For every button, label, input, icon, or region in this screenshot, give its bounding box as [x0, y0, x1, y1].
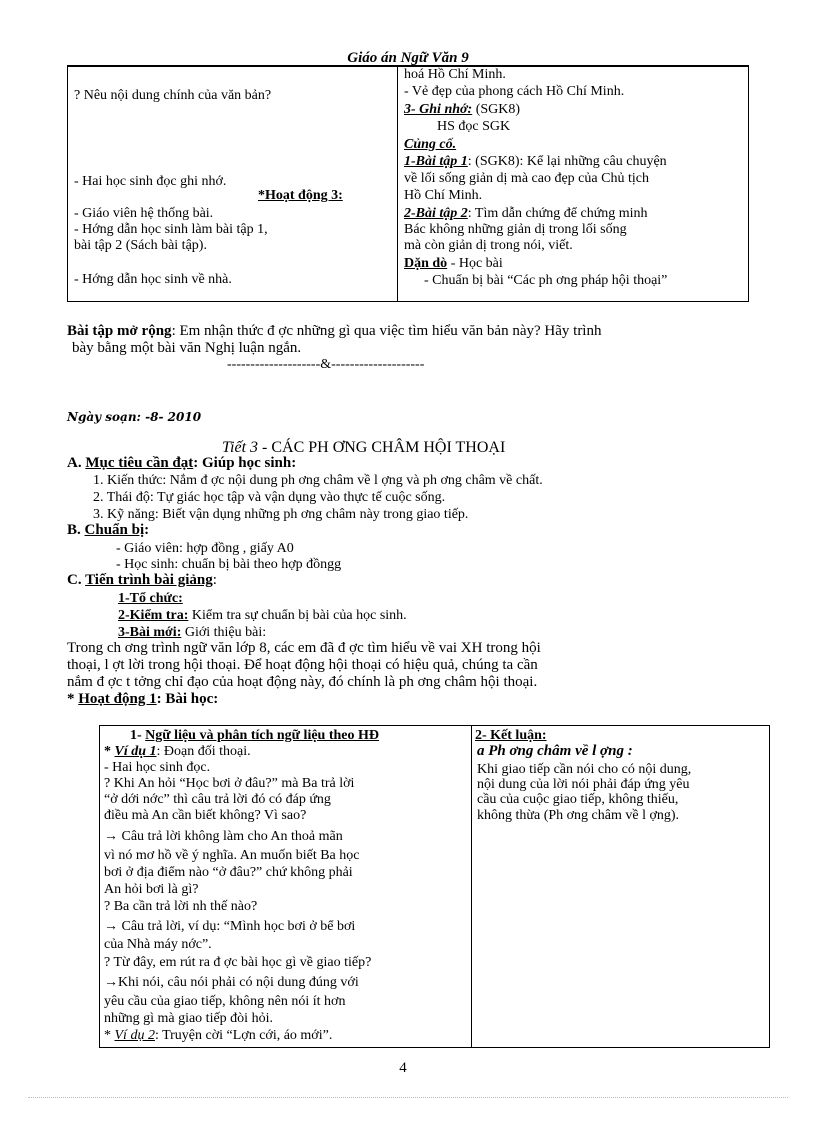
- activity-1-star: *: [67, 691, 79, 707]
- prepare-next-lesson: - Chuẩn bị bài “Các ph ơng pháp hội thoại”: [424, 273, 668, 288]
- analysis-line-10: [104, 919, 355, 934]
- dan-do-text: - Học bài: [447, 256, 503, 271]
- conclusion-line-1: Khi giao tiếp cần nói cho có nội dung,: [477, 762, 692, 777]
- analysis-line-7: bơi ở địa điểm nào “ở đâu?” chứ không phải: [104, 865, 353, 880]
- analysis-line-9: ? Ba cần trả lời nh thế nào?: [104, 899, 258, 914]
- read-memo: - Hai học sinh đọc ghi nhớ.: [74, 174, 227, 189]
- analysis-line-15: những gì mà giao tiếp đòi hỏi.: [104, 1011, 273, 1026]
- analysis-line-13: [104, 975, 359, 990]
- example-1-label: Ví dụ 1: [114, 744, 157, 759]
- activity-1-tail: : Bài học:: [156, 691, 219, 707]
- conclusion-line-4: không thừa (Ph ơng châm về l ợng).: [477, 808, 680, 823]
- analysis-line-11: của Nhà máy nớc”.: [104, 937, 212, 952]
- section-a-label: A.: [67, 455, 86, 471]
- section-divider: --------------------&--------------------: [227, 357, 425, 372]
- intro-line-1: Trong ch ơng trình ngữ văn lớp 8, các em đã đ ợc tìm hiểu về vai XH trong hội: [67, 640, 541, 656]
- intro-line-2: thoại, l ợt lời trong hội thoại. Để hoạt động hội thoại có hiệu quả, chúng ta cần: [67, 657, 538, 673]
- guide-exercise-2: bài tập 2 (Sách bài tập).: [74, 238, 207, 253]
- step-check-text: Kiểm tra sự chuẩn bị bài của học sinh.: [188, 608, 407, 623]
- teacher-system: - Giáo viên hệ thống bài.: [74, 206, 214, 221]
- example-2: [104, 1028, 332, 1043]
- analysis-line-8: An hỏi bơi là gì?: [104, 882, 199, 897]
- example-1-text: : Đoạn đối thoại.: [156, 744, 251, 759]
- date-prepared: Ngày soạn: -8- 2010: [67, 410, 202, 424]
- page-number: 4: [399, 1060, 407, 1076]
- right-line-2: - Vẻ đẹp của phong cách Hồ Chí Minh.: [404, 84, 625, 99]
- ghi-nho-ref: (SGK8): [472, 102, 521, 117]
- analysis-line-4: điều mà An cần biết không? Vì sao?: [104, 808, 307, 823]
- section-b-colon: :: [144, 522, 150, 538]
- conclusion-heading: 2- Kết luận:: [475, 728, 547, 743]
- dan-do-label: Dặn dò: [404, 256, 448, 271]
- extension-label: Bài tập mở rộng: [67, 323, 172, 339]
- analysis-line-5-text: Câu trả lời không làm cho An thoả mãn: [121, 829, 343, 844]
- section-a-title: Mục tiêu cần đạt: [85, 455, 194, 471]
- analysis-line-2: ? Khi An hỏi “Học bơi ở đâu?” mà Ba trả lời: [104, 776, 355, 791]
- exercise-1: [404, 154, 667, 169]
- cung-co: Củng cố.: [404, 137, 457, 152]
- content-question: ? Nêu nội dung chính của văn bản?: [74, 88, 272, 103]
- dan-do: [404, 256, 503, 271]
- activity-3-heading: *Hoạt động 3:: [258, 188, 343, 203]
- ghi-nho: [404, 102, 520, 117]
- analysis-line-12: ? Từ đây, em rút ra đ ợc bài học gì về giao tiếp?: [104, 955, 372, 970]
- extension-text-2: bày bằng một bài văn Nghị luận ngắn.: [72, 340, 302, 356]
- example-1: [104, 744, 251, 759]
- page-header-title: Giáo án Ngữ Văn 9: [347, 50, 469, 66]
- exercise-1-line-2: về lối sống giản dị mà cao đẹp của Chủ tịch: [404, 171, 649, 186]
- extension-exercise: [67, 324, 601, 339]
- activity-1-label: Hoạt động 1: [78, 691, 157, 707]
- prep-teacher: - Giáo viên: hợp đồng , giấy A0: [116, 541, 294, 556]
- exercise-1-label: 1-Bài tập 1: [404, 154, 468, 169]
- page-bottom-border: [28, 1097, 788, 1098]
- section-a-heading: [67, 456, 296, 471]
- analysis-line-6: vì nó mơ hồ về ý nghĩa. An muốn biết Ba học: [104, 848, 360, 863]
- conclusion-line-3: cầu của cuộc giao tiếp, không thiếu,: [477, 792, 679, 807]
- section-c-heading: [67, 573, 217, 588]
- exercise-2-text: : Tìm dẫn chứng để chứng minh: [467, 206, 648, 221]
- table-divider: [471, 726, 472, 1047]
- step-check: [118, 608, 407, 623]
- analysis-line-3: “ở dới nớc” thì câu trả lời đó có đáp ứng: [104, 792, 331, 807]
- objective-skill: 3. Kỹ năng: Biết vận dụng những ph ơng châm này trong giao tiếp.: [93, 507, 469, 522]
- analysis-heading-num: 1-: [130, 728, 146, 743]
- extension-text-1: : Em nhận thức đ ợc những gì qua việc tìm hiểu văn bản này? Hãy trình: [171, 323, 602, 339]
- activity-1-heading: [67, 692, 218, 707]
- step-new-lesson-label: 3-Bài mới:: [118, 625, 182, 640]
- arrow-icon: →: [104, 829, 118, 844]
- arrow-icon: →: [104, 919, 118, 934]
- lesson-number: Tiết 3: [222, 439, 259, 456]
- section-c-label: C.: [67, 572, 86, 588]
- guide-home: - Hớng dẫn học sinh về nhà.: [74, 272, 232, 287]
- section-a-tail: : Giúp học sinh:: [193, 455, 297, 471]
- analysis-line-14: yêu cầu của giao tiếp, không nên nói ít hơn: [104, 994, 346, 1009]
- arrow-icon: →: [104, 975, 118, 990]
- table-divider: [397, 67, 398, 301]
- analysis-line-5: [104, 829, 343, 844]
- analysis-line-13-text: Khi nói, câu nói phải có nội dung đúng với: [118, 975, 359, 990]
- example-1-star: *: [104, 744, 115, 759]
- lesson-title: [222, 440, 505, 455]
- conclusion-subheading: a Ph ơng châm về l ợng :: [477, 743, 633, 759]
- step-check-label: 2-Kiểm tra:: [118, 608, 189, 623]
- section-b-heading: [67, 523, 149, 538]
- prep-student: - Học sinh: chuẩn bị bài theo hợp đồngg: [116, 557, 342, 572]
- example-2-star: *: [104, 1028, 115, 1043]
- step-new-lesson: [118, 625, 266, 640]
- objective-attitude: 2. Thái độ: Tự giác học tập và vận dụng vào thực tế cuộc sống.: [93, 490, 446, 505]
- exercise-2-label: 2-Bài tập 2: [404, 206, 468, 221]
- exercise-1-text: : (SGK8): Kể lại những câu chuyện: [467, 154, 667, 169]
- section-b-title: Chuẩn bị: [84, 522, 145, 538]
- step-new-lesson-text: Giới thiệu bài:: [181, 625, 267, 640]
- ghi-nho-label: 3- Ghi nhớ:: [404, 102, 473, 117]
- exercise-2-line-3: mà còn giản dị trong nói, viết.: [404, 238, 573, 253]
- section-c-colon: :: [212, 572, 217, 588]
- intro-line-3: nắm đ ợc t tởng chỉ đạo của hoạt động này, đó chính là ph ơng châm hội thoại.: [67, 674, 538, 690]
- analysis-heading: [130, 728, 379, 743]
- conclusion-line-2: nội dung của lời nói phải đáp ứng yêu: [477, 777, 690, 792]
- analysis-heading-text: Ngữ liệu và phân tích ngữ liệu theo HĐ: [145, 728, 380, 743]
- section-b-label: B.: [67, 522, 85, 538]
- analysis-line-10-text: Câu trả lời, ví dụ: “Mình học bơi ở bể bơi: [121, 919, 356, 934]
- example-2-label: Ví dụ 2: [114, 1028, 155, 1043]
- example-2-text: : Truyện cời “Lợn cới, áo mới”.: [154, 1028, 333, 1043]
- exercise-2-line-2: Bác không những giản dị trong lối sống: [404, 222, 627, 237]
- step-organize: 1-Tổ chức:: [118, 591, 183, 606]
- objective-knowledge: 1. Kiến thức: Nắm đ ợc nội dung ph ơng châm về l ợng và ph ơng châm về chất.: [93, 473, 543, 488]
- exercise-1-line-3: Hồ Chí Minh.: [404, 188, 483, 203]
- hs-doc-sgk: HS đọc SGK: [437, 119, 511, 134]
- guide-exercise-1: - Hớng dẫn học sinh làm bài tập 1,: [74, 222, 268, 237]
- right-line-1: hoá Hồ Chí Minh.: [404, 67, 506, 82]
- lesson-name: - CÁC PH ƠNG CHÂM HỘI THOẠI: [258, 439, 506, 456]
- section-c-title: Tiến trình bài giảng: [85, 572, 213, 588]
- exercise-2: [404, 206, 648, 221]
- analysis-line-1: - Hai học sinh đọc.: [104, 760, 211, 775]
